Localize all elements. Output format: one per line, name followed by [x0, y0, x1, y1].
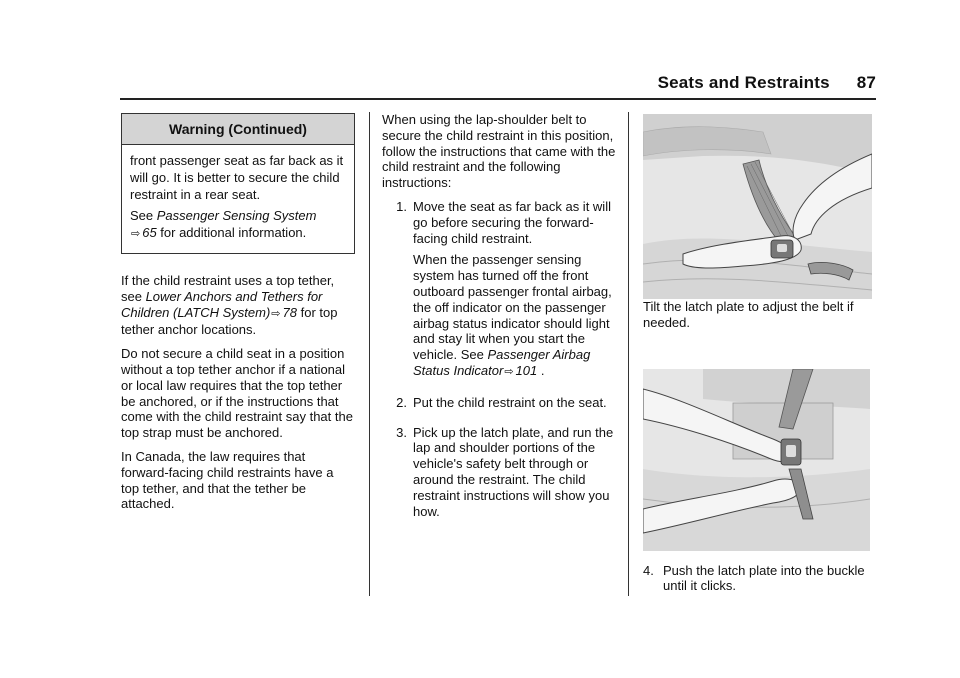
instruction-steps — [382, 199, 616, 525]
step-text: Push the latch plate into the buckle until it clicks. — [663, 562, 865, 594]
step-note-prefix: When the passenger sensing system has turned off the front outboard passenger frontal airbag, the off indicator on the passenger airbag status indicator should light and stay lit when you start the vehicle. See — [413, 252, 612, 363]
step-number: 1. — [396, 198, 407, 214]
page-reference-icon: ⇨ — [271, 307, 281, 320]
page-ref-101[interactable]: 101 — [515, 362, 538, 378]
page-number: 87 — [856, 73, 876, 92]
figure-1-caption: Tilt the latch plate to adjust the belt if needed. — [643, 299, 854, 330]
passenger-sensing-system-link[interactable]: Passenger Sensing System — [156, 208, 317, 223]
column-2 — [382, 112, 616, 533]
column-1 — [121, 113, 355, 520]
column-1-text — [121, 273, 355, 512]
column-3 — [643, 114, 873, 594]
paragraph-do-not-secure: Do not secure a child seat in a position without a top tether anchor if a national or local law requires that the top tether be anchored, or if the instructions that come with the child restraint say that the top strap must be anchored. — [121, 346, 353, 441]
step-1 — [382, 199, 616, 387]
step-number: 2. — [396, 394, 407, 410]
warning-box — [121, 113, 355, 254]
step-4 — [643, 563, 873, 595]
step-content — [413, 425, 616, 526]
step-number: 4. — [643, 562, 654, 578]
warning-text: front passenger seat as far back as it will go. It is better to secure the child restraint in a rear seat. — [130, 153, 344, 202]
page-reference-icon: ⇨ — [504, 365, 514, 378]
step-content — [413, 395, 616, 417]
passenger-airbag-status-indicator-link[interactable]: Passenger Airbag Status Indicator — [413, 347, 591, 378]
paragraph-top-tether — [121, 273, 355, 338]
instructions-intro: When using the lap-shoulder belt to secure the child restraint in this position, follow the instructions that came with the child restraint and the following instructions: — [382, 112, 616, 191]
step-content — [413, 199, 616, 387]
page-ref-78[interactable]: 78 — [282, 304, 297, 320]
paragraph-canada-law: In Canada, the law requires that forward-facing child restraints have a top tether, and that the tether be attached. — [121, 448, 334, 512]
warning-reference-prefix: See — [130, 208, 157, 223]
latch-plate-tilt-figure — [643, 114, 872, 299]
page-reference-icon: ⇨ — [131, 228, 141, 240]
step-text: Put the child restraint on the seat. — [413, 394, 607, 410]
page-ref-65[interactable]: 65 — [142, 225, 157, 240]
column-divider-1 — [369, 112, 370, 596]
warning-reference-suffix: for additional information. — [156, 225, 307, 240]
paragraph-top-tether-suffix: for top tether anchor locations. — [121, 304, 338, 338]
column-divider-2 — [628, 112, 629, 596]
warning-body — [122, 145, 354, 253]
step-note — [413, 252, 616, 380]
page-header — [658, 73, 876, 93]
warning-reference — [130, 207, 346, 243]
header-rule — [120, 98, 876, 100]
step-number: 3. — [396, 424, 407, 440]
step-text: Move the seat as far back as it will go before securing the forward-facing child restraint. — [413, 198, 611, 246]
step-text: Pick up the latch plate, and run the lap and shoulder portions of the vehicle's safety belt through or around the restraint. The child restraint instructions will show you how. — [413, 424, 614, 519]
latch-system-link[interactable]: Lower Anchors and Tethers for Children (LATCH System) — [121, 288, 323, 320]
latch-plate-buckle-figure — [643, 369, 870, 551]
step-3 — [382, 425, 616, 526]
step-2 — [382, 395, 616, 417]
section-title: Seats and Restraints — [657, 73, 830, 92]
step-note-suffix: . — [537, 362, 545, 378]
warning-title: Warning (Continued) — [122, 114, 354, 145]
paragraph-top-tether-prefix: If the child restraint uses a top tether, see — [121, 273, 335, 304]
